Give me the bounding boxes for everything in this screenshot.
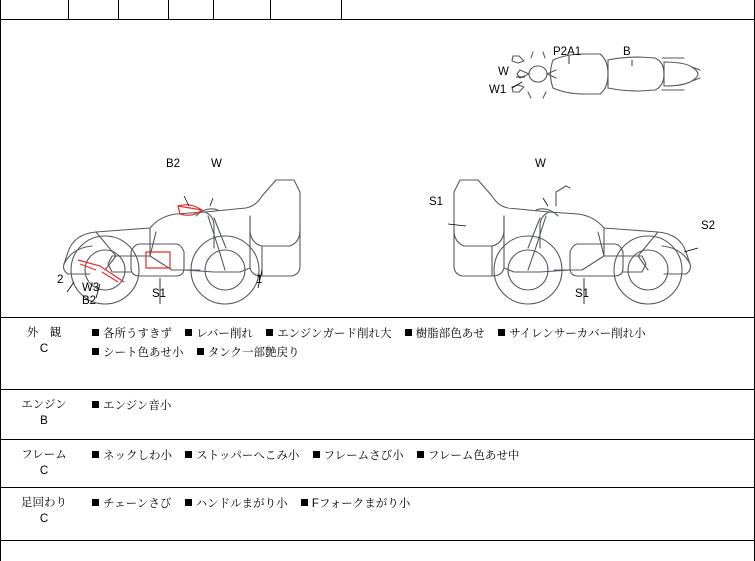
- condition-item-text: シート色あせ小: [103, 347, 184, 359]
- condition-item: [417, 450, 520, 462]
- condition-name: 外 観: [26, 327, 62, 339]
- condition-item: [313, 450, 404, 462]
- label-s1-right: S1: [575, 288, 590, 300]
- condition-item-text: エンジン音小: [103, 400, 172, 412]
- condition-name: フレーム: [21, 449, 67, 461]
- condition-item-text: レバー削れ: [196, 328, 253, 340]
- condition-item-text: チェーンさび: [103, 498, 172, 510]
- condition-item-text: サイレンサーカバー削れ小: [508, 328, 646, 340]
- label-w1-top: W1: [489, 84, 507, 96]
- bullet-icon: [197, 348, 204, 355]
- condition-item: [185, 498, 288, 510]
- condition-grade: C: [39, 513, 49, 525]
- bullet-icon: [92, 499, 99, 506]
- condition-item-text: 各所うすきず: [103, 328, 172, 340]
- label-b2-left-lower: B2: [82, 295, 97, 307]
- condition-name: 足回わり: [21, 497, 67, 509]
- condition-item-text: フレームさび小: [323, 450, 404, 462]
- condition-item-text: ハンドルまがり小: [195, 498, 288, 510]
- condition-item-text: フレーム色あせ中: [427, 450, 520, 462]
- condition-item: [92, 347, 184, 359]
- label-s1-left: S1: [152, 288, 167, 300]
- table-cell: [119, 0, 168, 19]
- condition-label-exterior: [0, 318, 88, 357]
- bullet-icon: [313, 451, 320, 458]
- condition-grade: C: [39, 343, 49, 355]
- motorcycle-drawings: [0, 20, 755, 318]
- condition-row-exterior: [0, 318, 755, 390]
- condition-item-text: Fフォークまがり小: [311, 498, 411, 510]
- label-s1-right-front: S1: [429, 196, 444, 208]
- condition-item-text: ネックしわ小: [103, 450, 172, 462]
- label-b-top: B: [623, 46, 631, 58]
- label-b2-left: B2: [166, 158, 181, 170]
- condition-row-chassis: [0, 488, 755, 541]
- condition-item: [185, 450, 299, 462]
- bullet-icon: [405, 329, 412, 336]
- bullet-icon: [185, 451, 192, 458]
- condition-grade: C: [39, 465, 49, 477]
- bullet-icon: [92, 451, 99, 458]
- condition-item: [197, 347, 300, 359]
- condition-items-frame: [92, 440, 751, 466]
- bullet-icon: [498, 329, 505, 336]
- bullet-icon: [92, 348, 99, 355]
- condition-item: [405, 328, 485, 340]
- condition-item: [92, 400, 171, 412]
- label-s2-right: S2: [701, 220, 716, 232]
- label-w3-left: W3: [82, 282, 100, 294]
- top-table: [0, 0, 755, 20]
- bullet-icon: [185, 329, 192, 336]
- bullet-icon: [92, 329, 99, 336]
- condition-grade: B: [40, 415, 48, 427]
- condition-label-engine: [0, 390, 88, 429]
- table-cell: [1, 0, 68, 19]
- condition-label-frame: [0, 440, 88, 479]
- condition-row-engine: [0, 390, 755, 440]
- condition-name: エンジン: [21, 399, 67, 411]
- condition-item: [185, 328, 253, 340]
- condition-item-text: 樹脂部色あせ: [415, 328, 485, 340]
- condition-label-chassis: [0, 488, 88, 527]
- bullet-icon: [92, 401, 99, 408]
- damage-diagram: [0, 20, 755, 318]
- condition-items-chassis: [92, 488, 751, 514]
- condition-item-text: ストッパーへこみ小: [196, 450, 300, 462]
- condition-item: [92, 498, 171, 510]
- label-2-left: 2: [57, 274, 64, 286]
- bullet-icon: [301, 499, 308, 506]
- bullet-icon: [417, 451, 424, 458]
- bullet-icon: [266, 329, 273, 336]
- table-cell: [69, 0, 118, 19]
- label-w-left: W: [211, 158, 222, 170]
- condition-item: [301, 498, 410, 510]
- bullet-icon: [185, 499, 192, 506]
- condition-items-exterior: [92, 318, 751, 363]
- label-w-right: W: [535, 158, 546, 170]
- table-cell: [169, 0, 213, 19]
- condition-item: [266, 328, 391, 340]
- label-1-left: 1: [256, 274, 263, 286]
- table-cell: [214, 0, 270, 19]
- table-cell: [271, 0, 341, 19]
- condition-item: [92, 328, 172, 340]
- condition-item-text: エンジンガード削れ大: [277, 328, 392, 340]
- condition-row-frame: [0, 440, 755, 488]
- condition-item: [92, 450, 172, 462]
- condition-item-text: タンク一部艶戻り: [207, 347, 300, 359]
- condition-item: [498, 328, 646, 340]
- label-p2a1-top: P2A1: [553, 46, 582, 58]
- label-w-top: W: [498, 66, 509, 78]
- table-cell: [342, 0, 754, 19]
- condition-items-engine: [92, 390, 751, 416]
